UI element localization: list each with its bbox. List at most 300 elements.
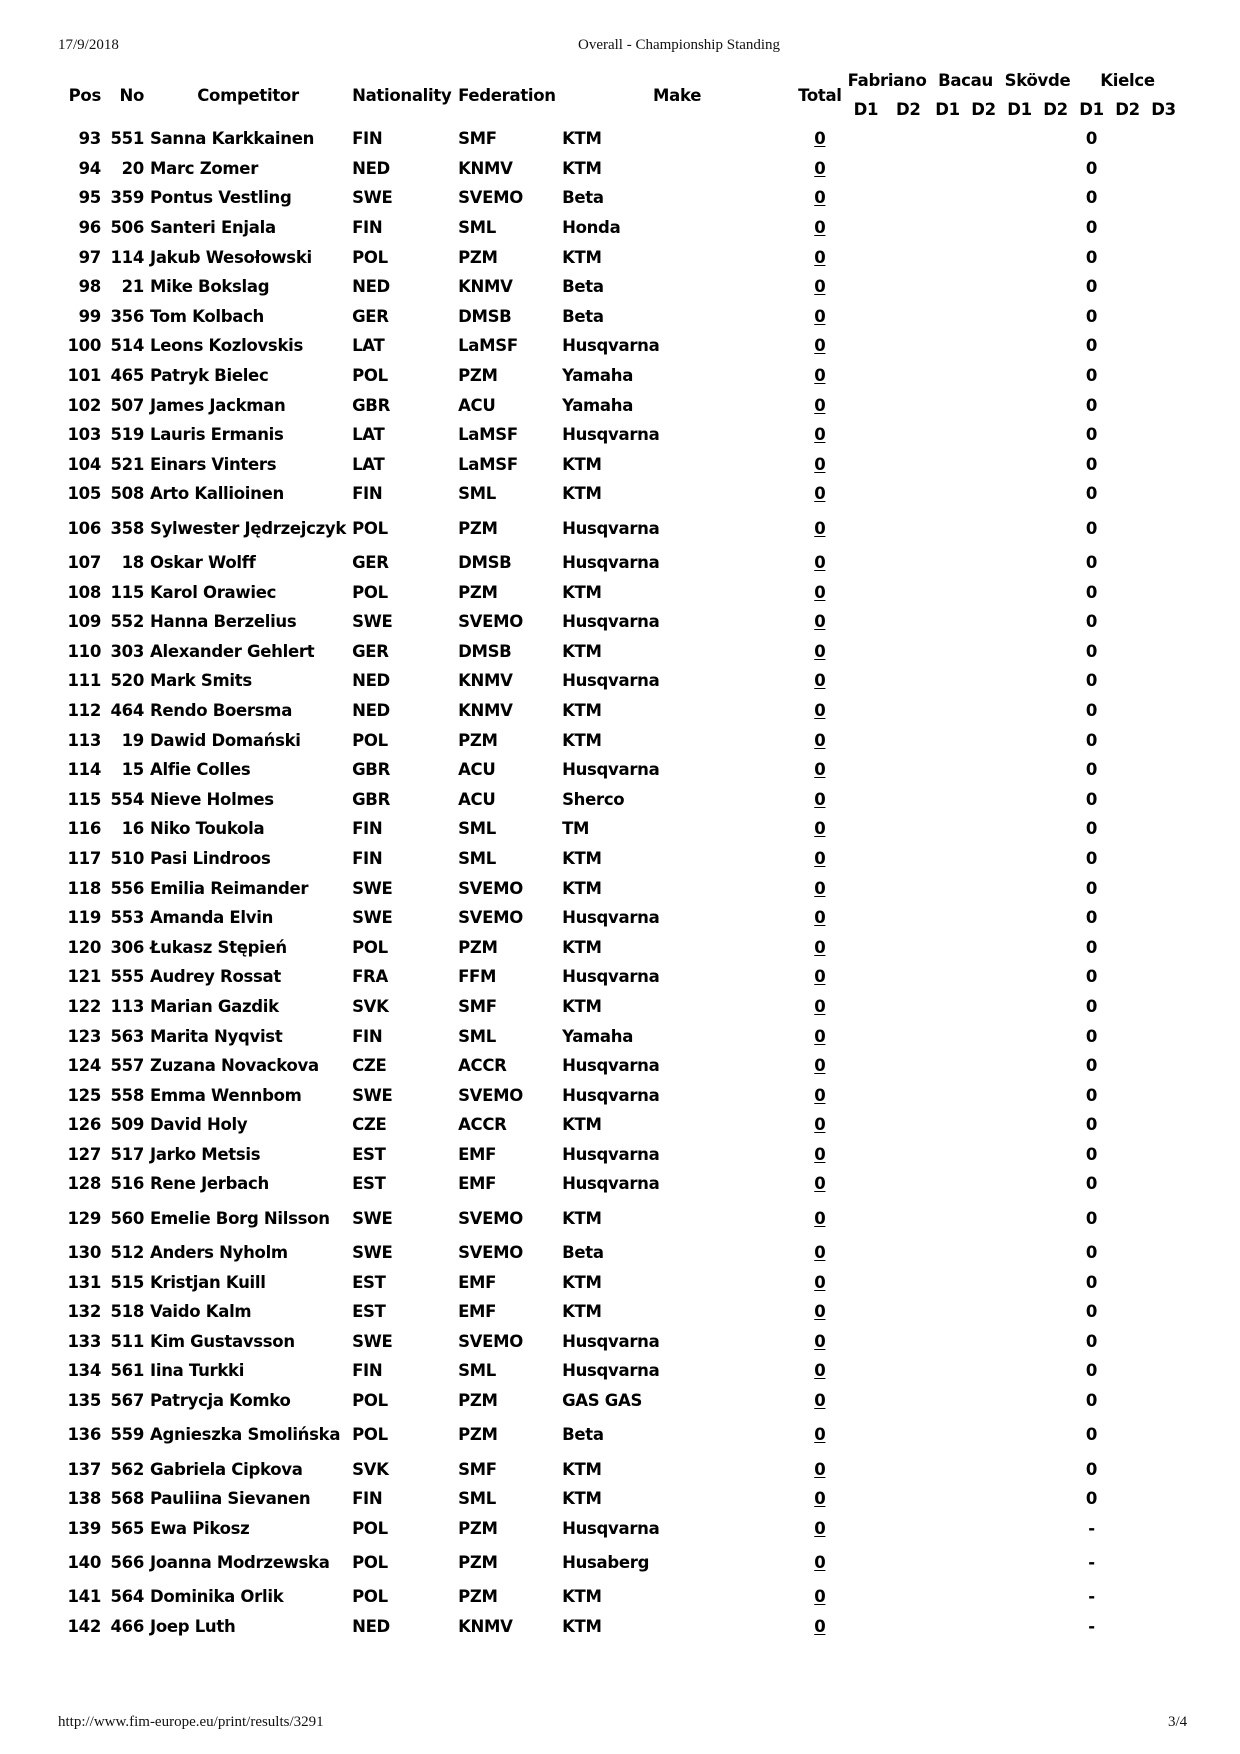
cell-fabriano-d2 — [887, 479, 929, 509]
cell-kielce-d3 — [1146, 450, 1182, 480]
cell-bacau-d2 — [966, 242, 1002, 272]
cell-pos: 102 — [67, 395, 101, 415]
cell-make: Husqvarna — [562, 760, 660, 780]
cell-federation: SML — [458, 819, 496, 839]
total-link[interactable]: 0 — [814, 730, 826, 750]
cell-nationality: POL — [352, 366, 388, 386]
cell-kielce-d2 — [1110, 873, 1146, 903]
total-link[interactable]: 0 — [814, 1243, 826, 1263]
total-link[interactable]: 0 — [814, 1459, 826, 1479]
cell-competitor: Vaido Kalm — [150, 1302, 252, 1322]
cell-skovde-d1 — [1002, 814, 1038, 844]
cell-skovde-d1 — [1002, 1238, 1038, 1268]
table-row — [60, 450, 1182, 480]
cell-kielce-d3 — [1146, 637, 1182, 667]
cell-bacau-d1 — [930, 1297, 966, 1327]
cell-total — [795, 1582, 845, 1612]
total-link[interactable]: 0 — [814, 996, 826, 1016]
cell-pos: 112 — [67, 700, 101, 720]
cell-nationality: POL — [352, 582, 388, 602]
cell-nationality: FIN — [352, 484, 383, 504]
cell-total — [795, 548, 845, 578]
header-row-events — [60, 66, 1182, 95]
cell-skovde-d2 — [1038, 755, 1074, 785]
cell-bacau-d1 — [930, 607, 966, 637]
cell-pos: 110 — [67, 641, 101, 661]
cell-total — [795, 577, 845, 607]
cell-kielce-d2 — [1110, 154, 1146, 184]
cell-kielce-d2 — [1110, 1415, 1146, 1454]
cell-fabriano-d2 — [887, 213, 929, 243]
cell-no: 358 — [110, 518, 144, 538]
cell-kielce-d1: 0 — [1085, 1489, 1098, 1509]
cell-nationality: CZE — [352, 1056, 387, 1076]
table-row — [60, 1327, 1182, 1357]
cell-bacau-d1 — [930, 844, 966, 874]
cell-pos: 131 — [67, 1272, 101, 1292]
total-link[interactable]: 0 — [814, 518, 826, 538]
cell-no: 115 — [110, 582, 144, 602]
table-row — [60, 548, 1182, 578]
cell-competitor: Iina Turkki — [150, 1361, 245, 1381]
cell-skovde-d2 — [1038, 1415, 1074, 1454]
cell-total — [795, 154, 845, 184]
cell-skovde-d1 — [1002, 577, 1038, 607]
cell-skovde-d2 — [1038, 932, 1074, 962]
cell-nationality: GBR — [352, 760, 390, 780]
cell-fabriano-d1 — [845, 420, 887, 450]
table-row — [60, 755, 1182, 785]
total-link[interactable]: 0 — [814, 937, 826, 957]
cell-kielce-d1: 0 — [1085, 1115, 1098, 1135]
cell-kielce-d2 — [1110, 1110, 1146, 1140]
cell-skovde-d2 — [1038, 1051, 1074, 1081]
cell-kielce-d1: 0 — [1085, 395, 1098, 415]
cell-total — [795, 390, 845, 420]
cell-kielce-d1: 0 — [1085, 937, 1098, 957]
cell-fabriano-d1 — [845, 1514, 887, 1544]
total-link[interactable]: 0 — [814, 1085, 826, 1105]
cell-bacau-d1 — [930, 814, 966, 844]
cell-fabriano-d2 — [887, 725, 929, 755]
cell-pos: 142 — [67, 1617, 101, 1637]
cell-kielce-d2 — [1110, 509, 1146, 548]
cell-skovde-d1 — [1002, 154, 1038, 184]
cell-bacau-d2 — [966, 696, 1002, 726]
cell-federation: PZM — [458, 730, 498, 750]
cell-kielce-d2 — [1110, 1327, 1146, 1357]
table-row — [60, 1110, 1182, 1140]
cell-kielce-d1: 0 — [1085, 306, 1098, 326]
cell-fabriano-d1 — [845, 450, 887, 480]
cell-fabriano-d1 — [845, 1140, 887, 1170]
cell-competitor: Dominika Orlik — [150, 1587, 284, 1607]
cell-kielce-d2 — [1110, 637, 1146, 667]
cell-kielce-d2 — [1110, 1386, 1146, 1416]
cell-bacau-d1 — [930, 1454, 966, 1484]
cell-no: 551 — [110, 129, 144, 149]
total-link[interactable]: 0 — [814, 1272, 826, 1292]
cell-kielce-d2 — [1110, 479, 1146, 509]
cell-skovde-d2 — [1038, 390, 1074, 420]
cell-pos: 103 — [67, 425, 101, 445]
cell-competitor: Patrycja Komko — [150, 1391, 291, 1411]
cell-bacau-d2 — [966, 1386, 1002, 1416]
cell-fabriano-d1 — [845, 666, 887, 696]
cell-kielce-d3 — [1146, 154, 1182, 184]
cell-kielce-d3 — [1146, 814, 1182, 844]
cell-make: Yamaha — [562, 395, 634, 415]
total-link[interactable]: 0 — [814, 1302, 826, 1322]
table-row — [60, 302, 1182, 332]
cell-fabriano-d1 — [845, 607, 887, 637]
cell-make: Husqvarna — [562, 967, 660, 987]
cell-kielce-d1: 0 — [1085, 1056, 1098, 1076]
total-link[interactable]: 0 — [814, 1553, 826, 1573]
cell-fabriano-d2 — [887, 962, 929, 992]
cell-kielce-d2 — [1110, 844, 1146, 874]
cell-kielce-d2 — [1110, 1080, 1146, 1110]
cell-kielce-d3 — [1146, 1514, 1182, 1544]
total-link[interactable]: 0 — [814, 789, 826, 809]
cell-nationality: NED — [352, 1617, 390, 1637]
total-link[interactable]: 0 — [814, 247, 826, 267]
total-link[interactable]: 0 — [814, 967, 826, 987]
cell-kielce-d2 — [1110, 1297, 1146, 1327]
cell-kielce-d1: 0 — [1085, 908, 1098, 928]
cell-skovde-d2 — [1038, 272, 1074, 302]
table-body — [60, 124, 1182, 1641]
cell-pos: 98 — [78, 277, 101, 297]
print-header — [0, 37, 1240, 57]
cell-bacau-d1 — [930, 1051, 966, 1081]
cell-fabriano-d1 — [845, 873, 887, 903]
cell-fabriano-d2 — [887, 1110, 929, 1140]
total-link[interactable]: 0 — [814, 1026, 826, 1046]
cell-kielce-d2 — [1110, 607, 1146, 637]
cell-federation: EMF — [458, 1174, 497, 1194]
total-link[interactable]: 0 — [814, 454, 826, 474]
cell-total — [795, 1484, 845, 1514]
cell-fabriano-d2 — [887, 1021, 929, 1051]
cell-fabriano-d1 — [845, 637, 887, 667]
cell-federation: PZM — [458, 1587, 498, 1607]
cell-bacau-d1 — [930, 1021, 966, 1051]
cell-make: Husqvarna — [562, 1331, 660, 1351]
total-link[interactable]: 0 — [814, 1361, 826, 1381]
total-link[interactable]: 0 — [814, 1518, 826, 1538]
table-row — [60, 479, 1182, 509]
cell-competitor: Pasi Lindroos — [150, 848, 271, 868]
total-link[interactable]: 0 — [814, 819, 826, 839]
cell-kielce-d3 — [1146, 390, 1182, 420]
total-link[interactable]: 0 — [814, 1331, 826, 1351]
cell-bacau-d1 — [930, 755, 966, 785]
cell-no: 18 — [121, 553, 144, 573]
total-link[interactable]: 0 — [814, 1208, 826, 1228]
cell-pos: 132 — [67, 1302, 101, 1322]
cell-fabriano-d1 — [845, 1267, 887, 1297]
cell-kielce-d3 — [1146, 1110, 1182, 1140]
cell-kielce-d3 — [1146, 1484, 1182, 1514]
cell-federation: ACCR — [458, 1056, 507, 1076]
cell-competitor: Dawid Domański — [150, 730, 301, 750]
cell-kielce-d3 — [1146, 932, 1182, 962]
cell-bacau-d1 — [930, 666, 966, 696]
cell-fabriano-d2 — [887, 607, 929, 637]
cell-nationality: GER — [352, 641, 389, 661]
cell-fabriano-d1 — [845, 1327, 887, 1357]
cell-kielce-d3 — [1146, 548, 1182, 578]
table-row — [60, 607, 1182, 637]
cell-pos: 127 — [67, 1144, 101, 1164]
cell-no: 515 — [110, 1272, 144, 1292]
table-row — [60, 213, 1182, 243]
cell-bacau-d1 — [930, 1386, 966, 1416]
cell-total — [795, 1080, 845, 1110]
total-link[interactable]: 0 — [814, 760, 826, 780]
total-link[interactable]: 0 — [814, 582, 826, 602]
cell-fabriano-d2 — [887, 784, 929, 814]
cell-pos: 124 — [67, 1056, 101, 1076]
total-link[interactable]: 0 — [814, 1587, 826, 1607]
cell-bacau-d2 — [966, 1110, 1002, 1140]
cell-skovde-d1 — [1002, 784, 1038, 814]
table-row — [60, 784, 1182, 814]
cell-no: 510 — [110, 848, 144, 868]
cell-skovde-d1 — [1002, 213, 1038, 243]
cell-kielce-d3 — [1146, 1267, 1182, 1297]
cell-nationality: EST — [352, 1144, 386, 1164]
cell-fabriano-d1 — [845, 725, 887, 755]
total-link[interactable]: 0 — [814, 336, 826, 356]
cell-fabriano-d1 — [845, 1051, 887, 1081]
cell-make: Husaberg — [562, 1553, 650, 1573]
cell-competitor: Sanna Karkkainen — [150, 129, 315, 149]
cell-skovde-d1 — [1002, 183, 1038, 213]
cell-make: KTM — [562, 1459, 602, 1479]
cell-kielce-d1: 0 — [1085, 277, 1098, 297]
cell-kielce-d2 — [1110, 666, 1146, 696]
cell-skovde-d1 — [1002, 420, 1038, 450]
cell-no: 113 — [110, 996, 144, 1016]
cell-kielce-d2 — [1110, 1454, 1146, 1484]
cell-total — [795, 509, 845, 548]
total-link[interactable]: 0 — [814, 671, 826, 691]
total-link[interactable]: 0 — [814, 1391, 826, 1411]
total-link[interactable]: 0 — [814, 1489, 826, 1509]
cell-skovde-d1 — [1002, 637, 1038, 667]
total-link[interactable]: 0 — [814, 700, 826, 720]
cell-bacau-d2 — [966, 873, 1002, 903]
cell-kielce-d3 — [1146, 1199, 1182, 1238]
cell-total — [795, 1169, 845, 1199]
cell-competitor: Marita Nyqvist — [150, 1026, 283, 1046]
cell-kielce-d2 — [1110, 1169, 1146, 1199]
cell-bacau-d2 — [966, 1454, 1002, 1484]
cell-skovde-d2 — [1038, 1267, 1074, 1297]
cell-kielce-d1: 0 — [1085, 1026, 1098, 1046]
cell-skovde-d1 — [1002, 509, 1038, 548]
total-link[interactable]: 0 — [814, 1056, 826, 1076]
cell-federation: DMSB — [458, 641, 512, 661]
cell-kielce-d1: 0 — [1085, 1144, 1098, 1164]
cell-federation: SML — [458, 1489, 496, 1509]
cell-pos: 106 — [67, 518, 101, 538]
cell-skovde-d2 — [1038, 696, 1074, 726]
cell-skovde-d1 — [1002, 548, 1038, 578]
total-link[interactable]: 0 — [814, 129, 826, 149]
cell-competitor: Emelie Borg Nilsson — [150, 1208, 330, 1228]
cell-skovde-d1 — [1002, 331, 1038, 361]
cell-bacau-d2 — [966, 637, 1002, 667]
cell-pos: 120 — [67, 937, 101, 957]
cell-total — [795, 725, 845, 755]
total-link[interactable]: 0 — [814, 425, 826, 445]
total-link[interactable]: 0 — [814, 848, 826, 868]
total-link[interactable]: 0 — [814, 553, 826, 573]
cell-kielce-d3 — [1146, 1454, 1182, 1484]
cell-pos: 125 — [67, 1085, 101, 1105]
total-link[interactable]: 0 — [814, 1144, 826, 1164]
cell-competitor: Alexander Gehlert — [150, 641, 315, 661]
cell-make: KTM — [562, 129, 602, 149]
cell-skovde-d1 — [1002, 1514, 1038, 1544]
cell-bacau-d1 — [930, 1543, 966, 1582]
total-link[interactable]: 0 — [814, 366, 826, 386]
cell-kielce-d1: 0 — [1085, 1459, 1098, 1479]
cell-competitor: Nieve Holmes — [150, 789, 274, 809]
cell-fabriano-d1 — [845, 1080, 887, 1110]
cell-skovde-d1 — [1002, 479, 1038, 509]
cell-competitor: Mark Smits — [150, 671, 252, 691]
total-link[interactable]: 0 — [814, 641, 826, 661]
cell-pos: 93 — [78, 129, 101, 149]
cell-total — [795, 962, 845, 992]
cell-kielce-d1: 0 — [1085, 518, 1098, 538]
cell-federation: PZM — [458, 937, 498, 957]
cell-pos: 104 — [67, 454, 101, 474]
cell-bacau-d1 — [930, 1169, 966, 1199]
total-link[interactable]: 0 — [814, 612, 826, 632]
cell-nationality: NED — [352, 158, 390, 178]
cell-make: Husqvarna — [562, 612, 660, 632]
cell-skovde-d2 — [1038, 1356, 1074, 1386]
cell-bacau-d1 — [930, 577, 966, 607]
cell-bacau-d2 — [966, 420, 1002, 450]
total-link[interactable]: 0 — [814, 1174, 826, 1194]
cell-no: 303 — [110, 641, 144, 661]
cell-total — [795, 666, 845, 696]
cell-nationality: NED — [352, 700, 390, 720]
total-link[interactable]: 0 — [814, 1617, 826, 1637]
cell-total — [795, 479, 845, 509]
cell-federation: KNMV — [458, 700, 513, 720]
cell-skovde-d1 — [1002, 666, 1038, 696]
cell-fabriano-d1 — [845, 1543, 887, 1582]
cell-bacau-d2 — [966, 331, 1002, 361]
total-link[interactable]: 0 — [814, 306, 826, 326]
cell-make: KTM — [562, 641, 602, 661]
cell-no: 518 — [110, 1302, 144, 1322]
cell-kielce-d2 — [1110, 992, 1146, 1022]
day-header-kielce-d1: D1 — [1079, 100, 1104, 119]
total-link[interactable]: 0 — [814, 188, 826, 208]
cell-bacau-d2 — [966, 844, 1002, 874]
cell-no: 465 — [110, 366, 144, 386]
cell-fabriano-d2 — [887, 331, 929, 361]
cell-kielce-d1: 0 — [1085, 641, 1098, 661]
total-link[interactable]: 0 — [814, 395, 826, 415]
cell-skovde-d2 — [1038, 1021, 1074, 1051]
total-link[interactable]: 0 — [814, 1115, 826, 1135]
cell-federation: PZM — [458, 518, 498, 538]
cell-kielce-d3 — [1146, 183, 1182, 213]
cell-skovde-d1 — [1002, 1454, 1038, 1484]
cell-fabriano-d2 — [887, 1582, 929, 1612]
cell-kielce-d3 — [1146, 725, 1182, 755]
total-link[interactable]: 0 — [814, 158, 826, 178]
cell-make: Husqvarna — [562, 1174, 660, 1194]
cell-no: 556 — [110, 878, 144, 898]
cell-fabriano-d2 — [887, 420, 929, 450]
cell-nationality: GBR — [352, 789, 390, 809]
cell-bacau-d2 — [966, 1238, 1002, 1268]
cell-bacau-d2 — [966, 1612, 1002, 1642]
cell-competitor: Mike Bokslag — [150, 277, 270, 297]
cell-pos: 134 — [67, 1361, 101, 1381]
cell-kielce-d3 — [1146, 1238, 1182, 1268]
total-link[interactable]: 0 — [814, 908, 826, 928]
cell-kielce-d3 — [1146, 1169, 1182, 1199]
cell-fabriano-d2 — [887, 548, 929, 578]
cell-no: 306 — [110, 937, 144, 957]
cell-kielce-d3 — [1146, 755, 1182, 785]
cell-no: 466 — [110, 1617, 144, 1637]
cell-no: 517 — [110, 1144, 144, 1164]
table-row — [60, 361, 1182, 391]
cell-no: 562 — [110, 1459, 144, 1479]
cell-fabriano-d2 — [887, 814, 929, 844]
cell-competitor: Pontus Vestling — [150, 188, 292, 208]
cell-total — [795, 844, 845, 874]
cell-kielce-d2 — [1110, 755, 1146, 785]
total-link[interactable]: 0 — [814, 1425, 826, 1445]
cell-total — [795, 1514, 845, 1544]
total-link[interactable]: 0 — [814, 277, 826, 297]
cell-skovde-d1 — [1002, 1140, 1038, 1170]
col-header-make: Make — [653, 85, 702, 105]
cell-competitor: Rene Jerbach — [150, 1174, 269, 1194]
cell-no: 508 — [110, 484, 144, 504]
cell-competitor: David Holy — [150, 1115, 248, 1135]
cell-kielce-d1: 0 — [1085, 996, 1098, 1016]
cell-bacau-d2 — [966, 390, 1002, 420]
total-link[interactable]: 0 — [814, 878, 826, 898]
cell-bacau-d1 — [930, 1238, 966, 1268]
cell-bacau-d1 — [930, 213, 966, 243]
cell-total — [795, 302, 845, 332]
total-link[interactable]: 0 — [814, 484, 826, 504]
cell-federation: EMF — [458, 1302, 497, 1322]
total-link[interactable]: 0 — [814, 218, 826, 238]
print-footer — [0, 1714, 1240, 1734]
cell-make: GAS GAS — [562, 1391, 643, 1411]
cell-kielce-d3 — [1146, 242, 1182, 272]
cell-fabriano-d1 — [845, 124, 887, 154]
cell-no: 20 — [121, 158, 144, 178]
cell-skovde-d2 — [1038, 1612, 1074, 1642]
